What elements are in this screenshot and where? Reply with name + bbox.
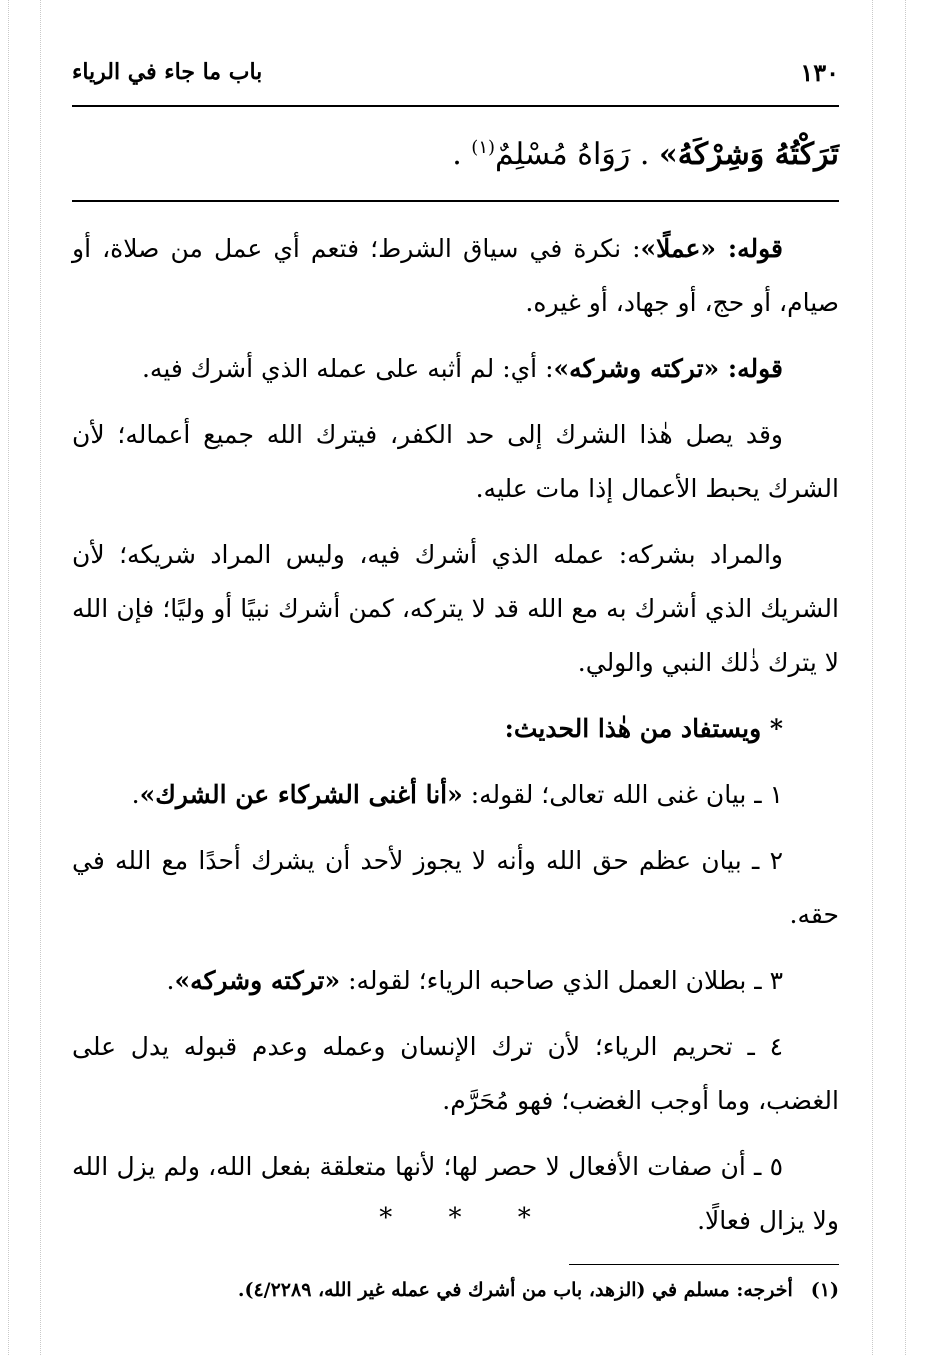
benefit-end: .: [166, 966, 175, 995]
footnote-number: (١): [810, 1279, 839, 1301]
hadith-narration: . رَوَاهُ مُسْلِمٌ: [495, 137, 650, 172]
benefit-quote: «تركته وشركه»: [174, 966, 341, 995]
hadith-text: [72, 120, 839, 183]
footnote: [72, 1272, 839, 1308]
footnote-rule: [569, 1264, 839, 1265]
hadith-quote: تَرَكْتُهُ وَشِرْكَهُ»: [658, 137, 839, 172]
benefit-end: .: [131, 780, 140, 809]
page-number: ١٣٠: [800, 57, 839, 87]
paragraph-text: : أي: لم أثبه على عمله الذي أشرك فيه.: [141, 354, 554, 383]
paragraph-lead: قوله: «عملًا»: [640, 234, 783, 263]
running-title: باب ما جاء في الرياء: [72, 59, 263, 85]
scan-dotted-line: [905, 0, 906, 1355]
header-rule: [72, 105, 839, 107]
page-header: [72, 52, 839, 92]
benefit-text: ٣ ـ بطلان العمل الذي صاحبه الرياء؛ لقوله:: [340, 966, 783, 995]
benefit-text: ٥ ـ أن صفات الأفعال لا حصر لها؛ لأنها متعلقة بفعل الله، ولم يزل الله ولا يزال فعالًا.: [72, 1152, 839, 1235]
scan-dotted-line: [872, 0, 873, 1355]
benefit-item: [72, 768, 839, 822]
benefit-item: [72, 834, 839, 942]
paragraph-text: وقد يصل هٰذا الشرك إلى حد الكفر، فيترك الله جميع أعماله؛ لأن الشرك يحبط الأعمال إذا مات عليه.: [72, 420, 839, 503]
benefit-item: [72, 954, 839, 1008]
hadith-end: .: [452, 137, 472, 172]
commentary-paragraph: [72, 408, 839, 516]
section-separator: * * *: [379, 1203, 555, 1233]
commentary-body: [72, 222, 839, 1260]
benefits-heading: * ويستفاد من هٰذا الحديث:: [504, 714, 783, 743]
benefit-text: ١ ـ بيان غنى الله تعالى؛ لقوله:: [462, 780, 783, 809]
paragraph-lead: قوله: «تركته وشركه»: [553, 354, 783, 383]
scan-dotted-line: [40, 0, 41, 1355]
scan-dotted-line: [8, 0, 9, 1355]
text-commentary-rule: [72, 200, 839, 202]
benefit-quote: «أنا أغنى الشركاء عن الشرك»: [139, 780, 463, 809]
commentary-paragraph: [72, 342, 839, 396]
benefit-text: ٤ ـ تحريم الرياء؛ لأن ترك الإنسان وعمله وعدم قبوله يدل على الغضب، وما أوجب الغضب؛ فهو مُحَرَّم.: [72, 1032, 839, 1115]
commentary-paragraph: [72, 222, 839, 330]
footnote-ref: (١): [471, 137, 496, 158]
benefit-item: [72, 1020, 839, 1128]
paragraph-text: : نكرة في سياق الشرط؛ فتعم أي عمل من صلاة، أو صيام، أو حج، أو جهاد، أو غيره.: [72, 234, 839, 317]
commentary-paragraph: [72, 528, 839, 690]
footnote-text: أخرجه: مسلم في (الزهد، باب من أشرك في عمله غير الله، ٤/٢٢٨٩).: [237, 1279, 793, 1301]
paragraph-text: والمراد بشركه: عمله الذي أشرك فيه، وليس المراد شريكه؛ لأن الشريك الذي أشرك به مع الله قد لا يتركه، كمن أشرك نبيًا أو وليًا؛ فإن الله لا يترك ذٰلك النبي والولي.: [72, 540, 839, 677]
benefit-text: ٢ ـ بيان عظم حق الله وأنه لا يجوز لأحد أن يشرك أحدًا مع الله في حقه.: [72, 846, 839, 929]
